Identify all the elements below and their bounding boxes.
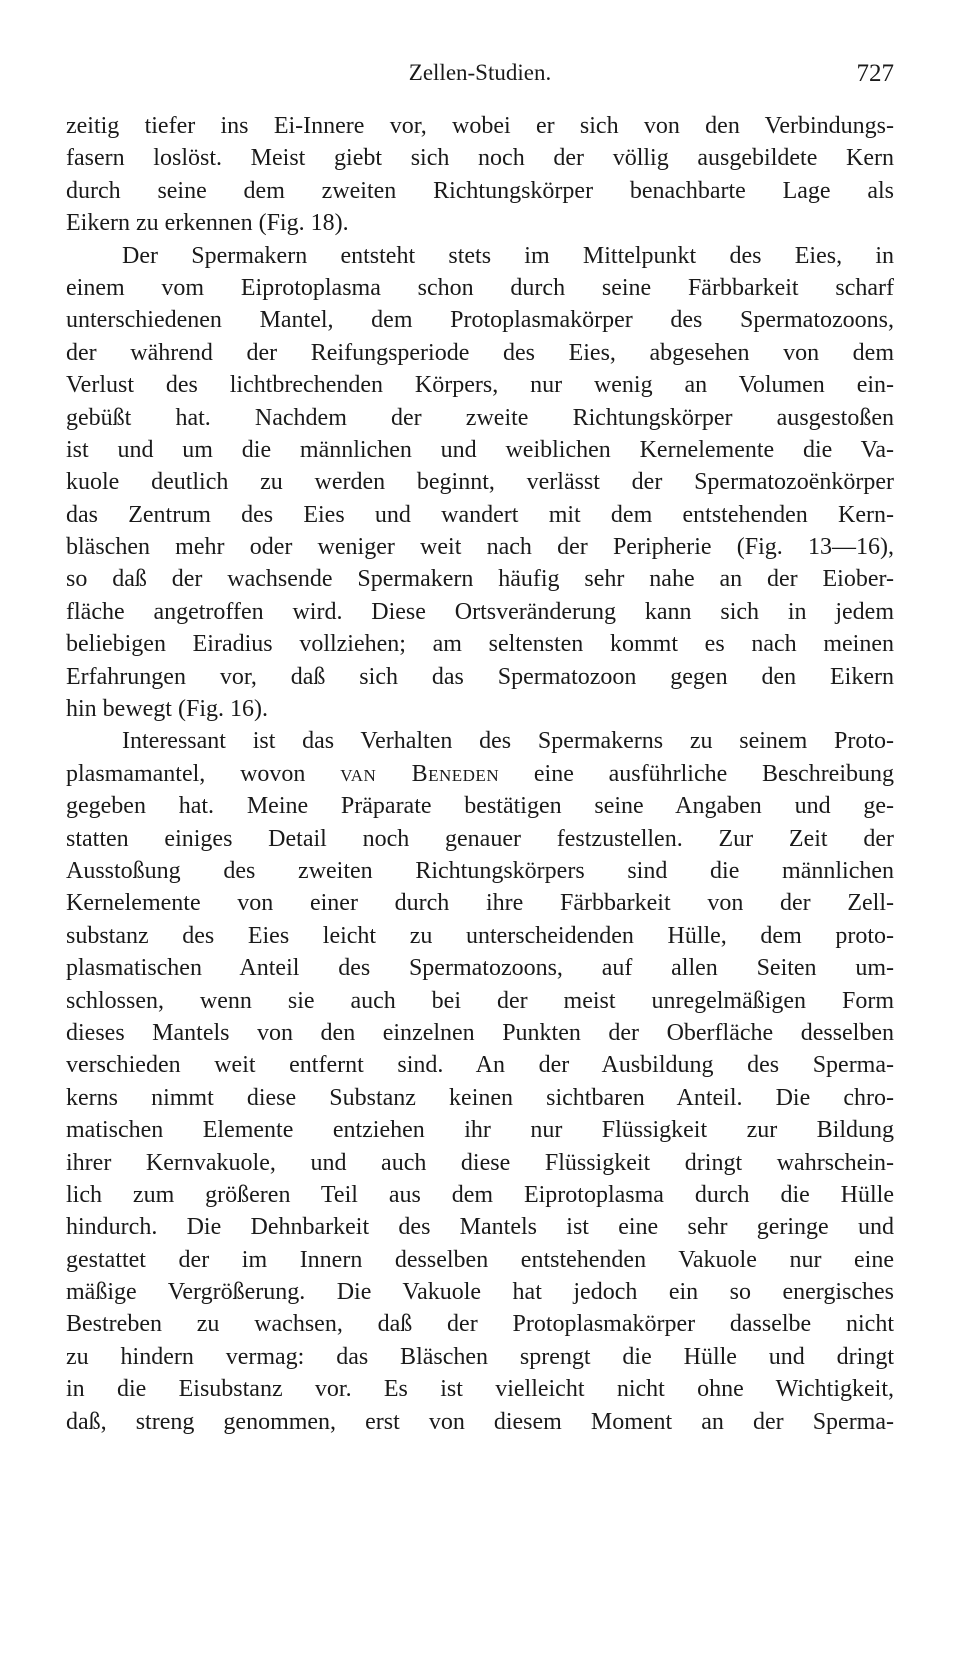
- text-line: gebüßt hat. Nachdem der zweite Richtungskörper ausgestoßen: [66, 404, 894, 431]
- text-line: Eikern zu erkennen (Fig. 18).: [66, 210, 349, 237]
- text-line: mäßige Vergrößerung. Die Vakuole hat jedoch ein so energisches: [66, 1279, 894, 1306]
- running-head: [66, 60, 894, 96]
- text-line: dieses Mantels von den einzelnen Punkten der Oberfläche desselben: [66, 1019, 894, 1046]
- text-line: zeitig tiefer ins Ei-Innere vor, wobei er sich von den Verbindungs-: [66, 113, 894, 139]
- text-line: so daß der wachsende Spermakern häufig sehr nahe an der Eiober-: [66, 566, 894, 593]
- text-line: fläche angetroffen wird. Diese Ortsveränderung kann sich in jedem: [66, 598, 894, 625]
- text-line: statten einiges Detail noch genauer festzustellen. Zur Zeit der: [66, 825, 894, 852]
- text-line: verschieden weit entfernt sind. An der Ausbildung des Sperma-: [66, 1052, 894, 1079]
- text-line: ist und um die männlichen und weiblichen Kernelemente die Va-: [66, 436, 894, 463]
- text-fragment: plasmamantel, wovon: [66, 760, 341, 787]
- text-line: hindurch. Die Dehnbarkeit des Mantels ist eine sehr geringe und: [66, 1214, 894, 1241]
- text-line: [66, 758, 894, 790]
- text-line: beliebigen Eiradius vollziehen; am seltensten kommt es nach meinen: [66, 631, 894, 658]
- text-line: das Zentrum des Eies und wandert mit dem entstehenden Kern-: [66, 501, 894, 528]
- text-line: einem vom Eiprotoplasma schon durch seine Färbbarkeit scharf: [66, 274, 894, 301]
- text-line: Bestreben zu wachsen, daß der Protoplasmakörper dasselbe nicht: [66, 1311, 894, 1338]
- text-line: plasmatischen Anteil des Spermatozoons, auf allen Seiten um-: [66, 955, 894, 982]
- text-fragment: eine ausführliche Beschreibung: [499, 760, 894, 787]
- text-line: durch seine dem zweiten Richtungskörper benachbarte Lage als: [66, 177, 894, 204]
- text-line: substanz des Eies leicht zu unterscheidenden Hülle, dem proto-: [66, 922, 894, 949]
- text-line: hin bewegt (Fig. 16).: [66, 696, 268, 723]
- body-text: [66, 110, 894, 1438]
- text-line: ihrer Kernvakuole, und auch diese Flüssigkeit dringt wahrschein-: [66, 1149, 894, 1176]
- text-line: lich zum größeren Teil aus dem Eiprotoplasma durch die Hülle: [66, 1181, 894, 1208]
- text-line: fasern loslöst. Meist giebt sich noch der völlig ausgebildete Kern: [66, 145, 894, 172]
- text-line: kerns nimmt diese Substanz keinen sichtbaren Anteil. Die chro-: [66, 1084, 894, 1111]
- running-title: Zellen-Studien.: [408, 60, 552, 85]
- paragraph-first-line: Interessant ist das Verhalten des Spermakerns zu seinem Proto-: [122, 728, 894, 755]
- text-line: matischen Elemente entziehen ihr nur Flüssigkeit zur Bildung: [66, 1117, 894, 1144]
- text-line: unterschiedenen Mantel, dem Protoplasmakörper des Spermatozoons,: [66, 307, 894, 334]
- text-line: gestattet der im Innern desselben entstehenden Vakuole nur eine: [66, 1246, 894, 1273]
- text-line: Verlust des lichtbrechenden Körpers, nur wenig an Volumen ein-: [66, 372, 894, 399]
- text-line: daß, streng genommen, erst von diesem Moment an der Sperma-: [66, 1408, 894, 1435]
- text-line: bläschen mehr oder weniger weit nach der Peripherie (Fig. 13—16),: [66, 534, 894, 561]
- text-line: Kernelemente von einer durch ihre Färbbarkeit von der Zell-: [66, 890, 894, 917]
- page-number: 727: [856, 60, 894, 87]
- text-line: Ausstoßung des zweiten Richtungskörpers sind die männlichen: [66, 857, 894, 884]
- text-line: in die Eisubstanz vor. Es ist vielleicht nicht ohne Wichtigkeit,: [66, 1376, 894, 1403]
- text-line: gegeben hat. Meine Präparate bestätigen seine Angaben und ge-: [66, 793, 894, 820]
- text-line: kuole deutlich zu werden beginnt, verlässt der Spermatozoënkörper: [66, 469, 894, 496]
- text-line: schlossen, wenn sie auch bei der meist unregelmäßigen Form: [66, 987, 894, 1014]
- text-line: zu hindern vermag: das Bläschen sprengt die Hülle und dringt: [66, 1343, 894, 1370]
- paragraph-first-line: Der Spermakern entsteht stets im Mittelpunkt des Eies, in: [122, 242, 894, 269]
- author-name-small-caps: van Beneden: [340, 760, 500, 787]
- text-line: der während der Reifungsperiode des Eies, abgesehen von dem: [66, 339, 894, 366]
- text-line: Erfahrungen vor, daß sich das Spermatozoon gegen den Eikern: [66, 663, 894, 690]
